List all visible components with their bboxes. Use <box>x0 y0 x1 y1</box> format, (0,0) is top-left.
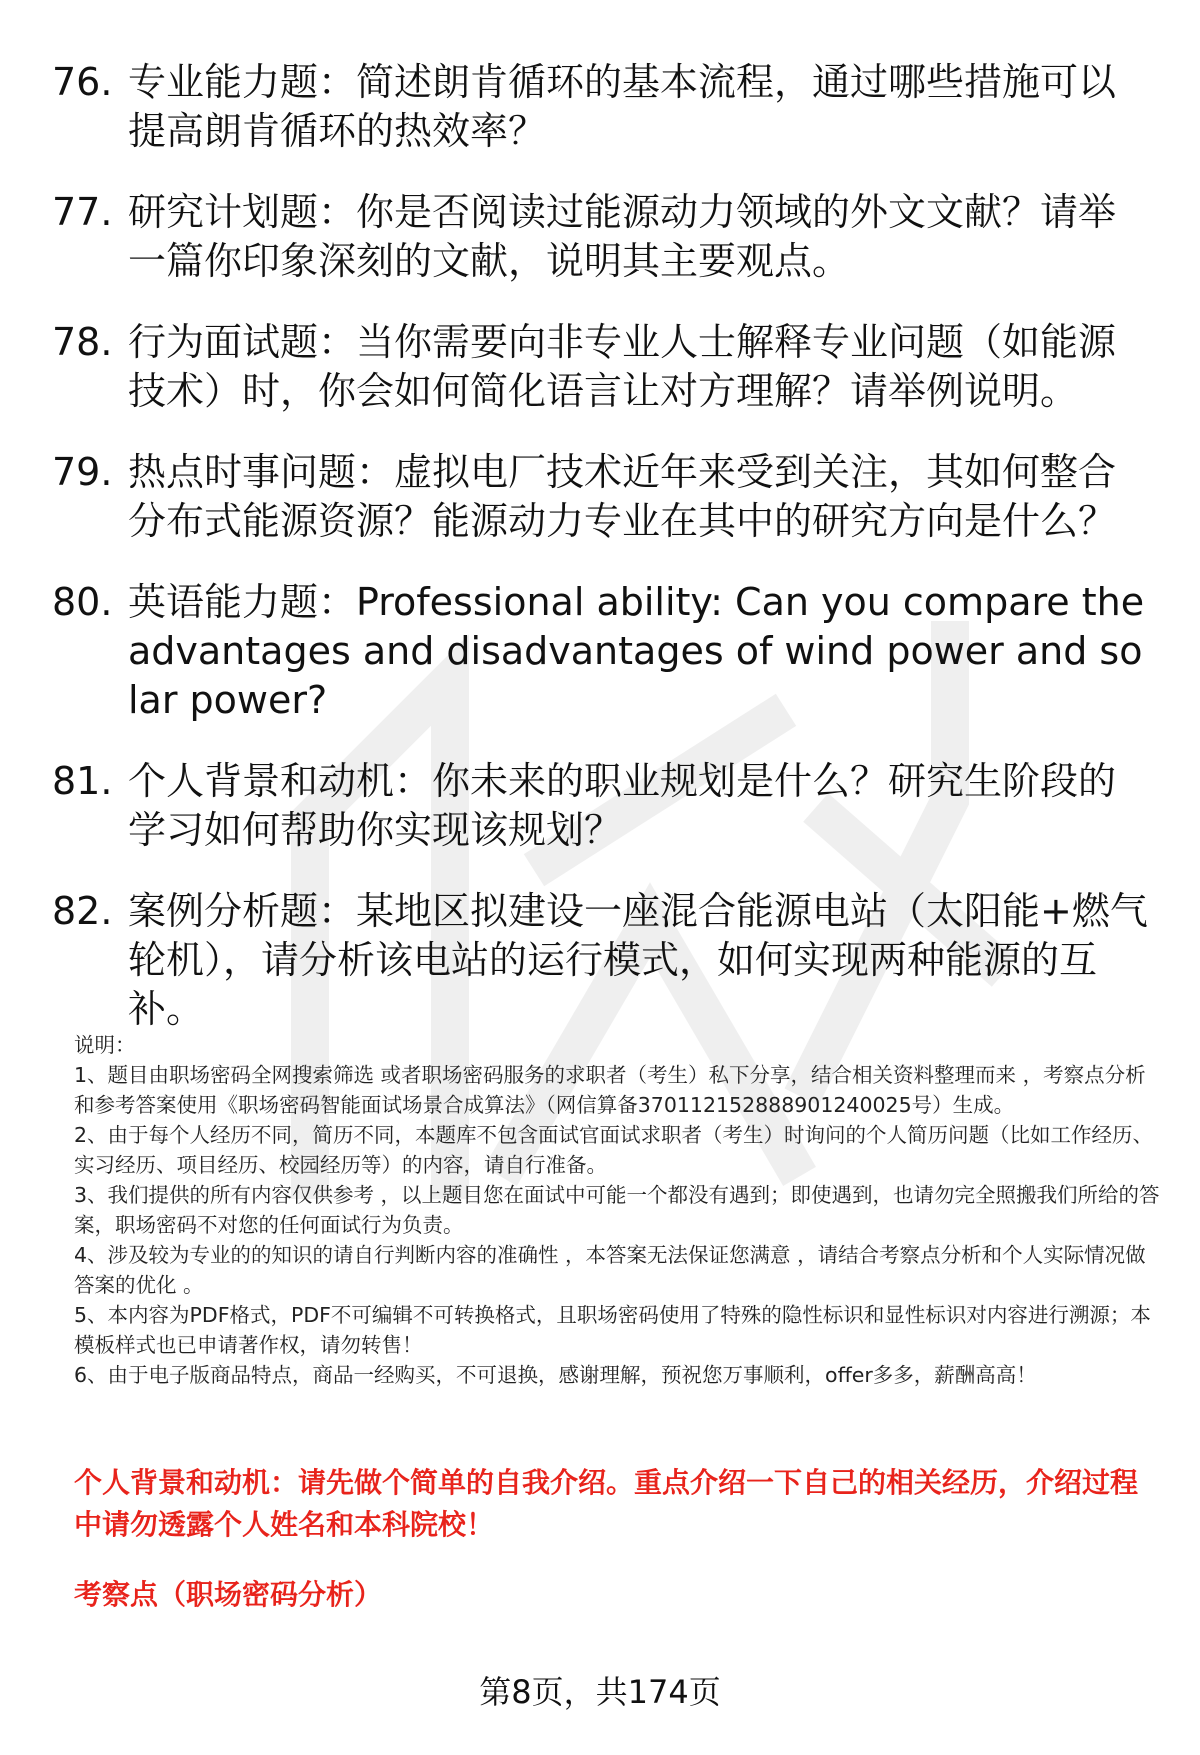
section-heading: 考察点（职场密码分析） <box>74 1578 383 1611</box>
question-text: 案例分析题：某地区拟建设一座混合能源电站（太阳能+燃气轮机），请分析该电站的运行模式，如何实现两种能源的互补。 <box>128 889 1148 1031</box>
question-78 <box>52 318 1152 416</box>
question-79 <box>52 448 1152 546</box>
question-number: 79. <box>52 450 113 494</box>
question-80 <box>52 578 1152 725</box>
question-text: 行为面试题：当你需要向非专业人士解释专业问题（如能源技术）时，你会如何简化语言让对方理解？请举例说明。 <box>128 320 1117 413</box>
question-text: 个人背景和动机：你未来的职业规划是什么？研究生阶段的学习如何帮助你实现该规划？ <box>128 759 1117 852</box>
question-81 <box>52 757 1152 855</box>
question-number: 78. <box>52 320 113 364</box>
note-item: 4、涉及较为专业的的知识的请自行判断内容的准确性 ，本答案无法保证您满意 ，请结合考察点分析和个人实际情况做答案的优化 。 <box>74 1243 1146 1297</box>
note-item: 3、我们提供的所有内容仅供参考 ，以上题目您在面试中可能一个都没有遇到；即使遇到，也请勿完全照搬我们所给的答案，职场密码不对您的任何面试行为负责。 <box>74 1183 1160 1237</box>
question-text: 研究计划题：你是否阅读过能源动力领域的外文文献？请举一篇你印象深刻的文献，说明其主要观点。 <box>128 190 1117 283</box>
note-item: 5、本内容为PDF格式，PDF不可编辑不可转换格式，且职场密码使用了特殊的隐性标识和显性标识对内容进行溯源；本模板样式也已申请著作权，请勿转售！ <box>74 1303 1151 1357</box>
page-footer: 第8页，共174页 <box>479 1673 721 1711</box>
question-76 <box>52 58 1152 156</box>
question-number: 81. <box>52 759 113 803</box>
question-text: 英语能力题：Professional ability: Can you compare the advantages and disadvantages of wind power and solar power? <box>128 580 1145 722</box>
highlight-question: 个人背景和动机：请先做个简单的自我介绍。重点介绍一下自己的相关经历，介绍过程中请勿透露个人姓名和本科院校！ <box>74 1466 1139 1541</box>
question-text: 专业能力题：简述朗肯循环的基本流程，通过哪些措施可以提高朗肯循环的热效率？ <box>128 60 1117 153</box>
note-item: 2、由于每个人经历不同，简历不同，本题库不包含面试官面试求职者（考生）时询问的个人简历问题（比如工作经历、实习经历、项目经历、校园经历等）的内容，请自行准备。 <box>74 1123 1154 1177</box>
note-item: 6、由于电子版商品特点，商品一经购买，不可退换，感谢理解，预祝您万事顺利，offer多多，薪酬高高！ <box>74 1363 1037 1387</box>
question-number: 76. <box>52 60 113 104</box>
question-77 <box>52 188 1152 286</box>
question-number: 77. <box>52 190 113 234</box>
notes-title: 说明： <box>74 1033 136 1057</box>
question-number: 80. <box>52 580 113 624</box>
notes-section <box>74 1030 1160 1390</box>
note-item: 1、题目由职场密码全网搜索筛选 或者职场密码服务的求职者（考生）私下分享，结合相关资料整理而来 ，考察点分析和参考答案使用《职场密码智能面试场景合成算法》（网信算备370112152888901240025号）生成。 <box>74 1063 1146 1117</box>
question-list <box>52 58 1152 1066</box>
question-number: 82. <box>52 889 113 933</box>
question-82 <box>52 887 1152 1034</box>
question-text: 热点时事问题：虚拟电厂技术近年来受到关注，其如何整合分布式能源资源？能源动力专业在其中的研究方向是什么？ <box>128 450 1117 543</box>
